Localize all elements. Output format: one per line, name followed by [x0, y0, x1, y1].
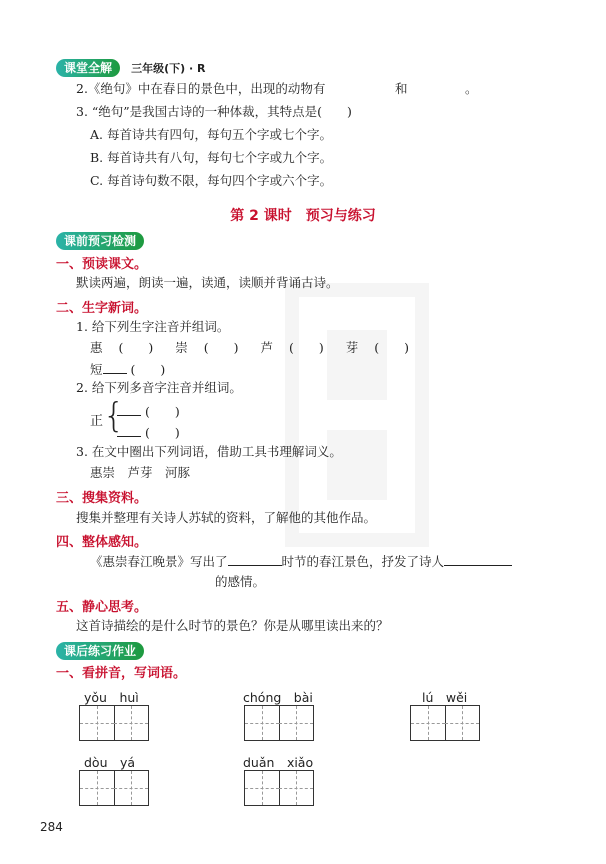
paren-duan: ( ) [130, 362, 166, 377]
grid-cell[interactable] [80, 771, 115, 805]
poly-paren-1: ( ) [144, 404, 180, 419]
option-a: A. 每首诗共有四句，每句五个字或七个字。 [90, 127, 332, 142]
section-2-q1: 1. 给下列生字注音并组词。 [76, 319, 230, 334]
lesson-title: 第 2 课时 预习与练习 [230, 208, 376, 224]
char-lu: 芦 [260, 340, 274, 355]
question-2 [76, 81, 325, 97]
section-4-text-c: 的感情。 [215, 574, 266, 589]
grid-cell[interactable] [445, 706, 479, 740]
section-4-title: 四、整体感知。 [56, 535, 148, 550]
section-2-q3: 3. 在文中圈出下列词语，借助工具书理解词义。 [76, 444, 342, 459]
writing-grid-duan-xiao[interactable] [244, 770, 314, 806]
pinyin-chong-bai: chóng bài [243, 690, 313, 705]
poly-reading-2 [117, 423, 180, 441]
question-2-text: 2.《绝句》中在春日的景色中，出现的动物有 [76, 81, 326, 96]
question-2-end: 。 [465, 81, 478, 96]
section-4-text-b: 时节的春江景色，抒发了诗人 [281, 554, 445, 569]
section-5-title: 五、静心思考。 [56, 600, 148, 615]
poly-brace: { [103, 396, 125, 436]
paren-chong: ( ) [203, 340, 239, 355]
answer-blank[interactable] [228, 552, 282, 566]
question-3: 3. “绝句”是我国古诗的一种体裁，其特点是( ) [76, 104, 352, 119]
grid-cell[interactable] [411, 706, 446, 740]
poly-char: 正 [90, 414, 104, 429]
grid-cell[interactable] [279, 771, 313, 805]
pinyin-dou-ya: dòu yá [84, 755, 136, 770]
header-badge: 课堂全解 [56, 59, 120, 77]
grade-label: 三年级(下) · R [131, 62, 206, 75]
word-list: 惠崇 芦芽 河豚 [90, 465, 191, 480]
page-number: 284 [40, 820, 63, 834]
char-duan: 短 [90, 362, 103, 377]
writing-grid-lu-wei[interactable] [410, 705, 480, 741]
option-b: B. 每首诗共有八句，每句七个字或九个字。 [90, 150, 333, 165]
option-c: C. 每首诗句数不限，每句四个字或六个字。 [90, 173, 333, 188]
writing-grid-dou-ya[interactable] [79, 770, 149, 806]
answer-blank[interactable] [117, 423, 141, 437]
section-4-line-1 [90, 552, 512, 570]
grid-cell[interactable] [80, 706, 115, 740]
section-2-title: 二、生字新词。 [56, 301, 148, 316]
poly-reading-1 [117, 402, 180, 420]
pinyin-duan-xiao: duǎn xiǎo [243, 755, 314, 770]
page-header [56, 57, 205, 76]
poly-paren-2: ( ) [144, 425, 180, 440]
char-hui: 惠 [90, 340, 103, 355]
practice-1-title: 一、看拼音，写词语。 [56, 666, 187, 681]
section-3-title: 三、搜集资料。 [56, 491, 148, 506]
grid-cell[interactable] [114, 771, 148, 805]
char-ya: 芽 [345, 340, 359, 355]
pre-class-badge [56, 230, 144, 249]
pre-class-badge-label: 课前预习检测 [56, 232, 144, 250]
grid-cell[interactable] [245, 771, 280, 805]
pinyin-lu-wei: lú wěi [422, 690, 468, 705]
pinyin-you-hui: yǒu huì [84, 690, 139, 705]
grid-cell[interactable] [279, 706, 313, 740]
char-row [90, 340, 409, 356]
grid-cell[interactable] [245, 706, 280, 740]
section-1-text: 默读两遍，朗读一遍，读通，读顺并背诵古诗。 [76, 275, 339, 290]
writing-grid-chong-bai[interactable] [244, 705, 314, 741]
paren-ya: ( ) [374, 340, 410, 355]
question-2-and: 和 [395, 81, 408, 96]
post-class-badge-label: 课后练习作业 [56, 642, 144, 660]
char-row-2 [90, 360, 165, 378]
grid-cell[interactable] [114, 706, 148, 740]
char-chong: 崇 [175, 340, 188, 355]
section-3-text: 搜集并整理有关诗人苏轼的资料，了解他的其他作品。 [76, 510, 377, 525]
writing-grid-you-hui[interactable] [79, 705, 149, 741]
answer-blank[interactable] [103, 360, 127, 374]
paren-hui: ( ) [118, 340, 154, 355]
section-1-title: 一、预读课文。 [56, 257, 148, 272]
post-class-badge [56, 640, 144, 659]
answer-blank[interactable] [444, 552, 512, 566]
answer-blank[interactable] [117, 402, 141, 416]
section-4-text-a: 《惠崇春江晚景》写出了 [90, 554, 228, 569]
section-5-text: 这首诗描绘的是什么时节的景色？你是从哪里读出来的？ [76, 618, 389, 633]
paren-lu: ( ) [289, 340, 324, 355]
section-2-q2: 2. 给下列多音字注音并组词。 [76, 380, 242, 395]
